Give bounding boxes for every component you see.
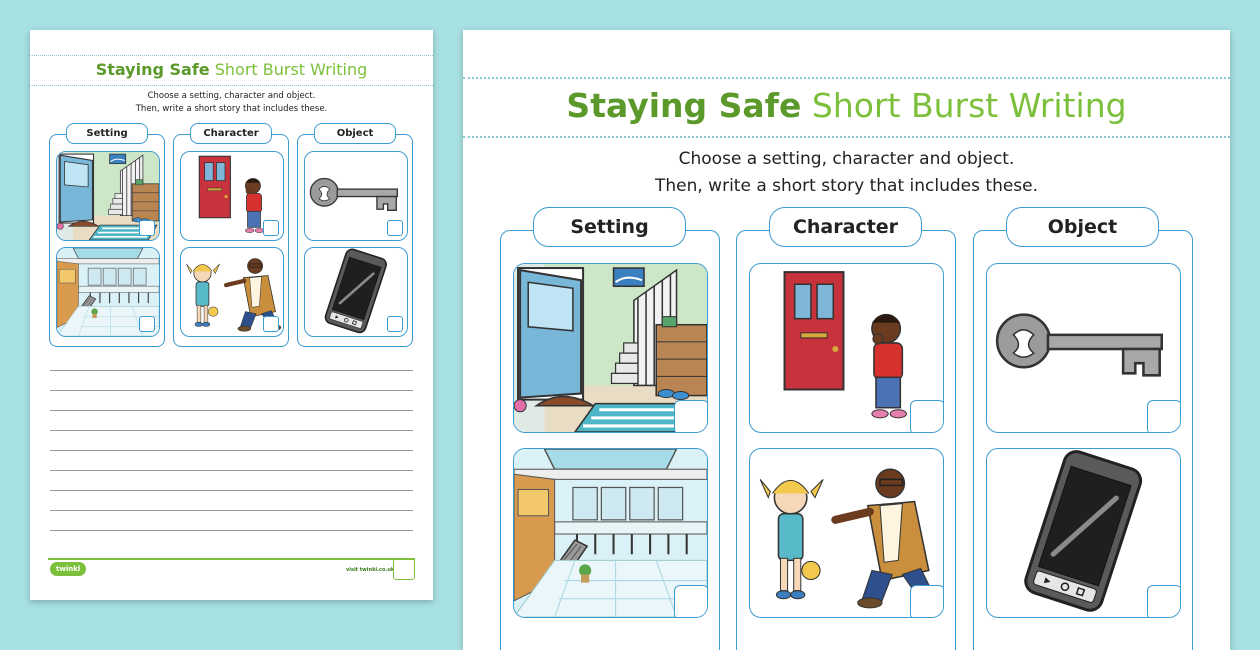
setting-column <box>49 134 165 347</box>
checkbox[interactable] <box>1147 400 1181 433</box>
setting-card-shopping-centre[interactable] <box>56 247 160 337</box>
divider <box>463 136 1230 138</box>
object-heading: Object <box>1006 207 1159 247</box>
quality-badge-icon <box>393 558 415 580</box>
instruction-line-1: Choose a setting, character and object. <box>678 149 1015 169</box>
checkbox[interactable] <box>263 316 279 332</box>
writing-line <box>50 430 413 431</box>
character-column <box>173 134 289 347</box>
checkbox[interactable] <box>139 316 155 332</box>
worksheet-thumbnail <box>30 30 433 600</box>
writing-line <box>50 490 413 491</box>
writing-line <box>50 470 413 471</box>
character-card-boy[interactable] <box>749 263 944 433</box>
checkbox[interactable] <box>139 220 155 236</box>
divider <box>30 85 433 86</box>
checkbox[interactable] <box>910 585 944 618</box>
checkbox[interactable] <box>910 400 944 433</box>
setting-card-shopping-centre[interactable] <box>513 448 708 618</box>
setting-column <box>500 230 720 650</box>
object-card-key[interactable] <box>304 151 408 241</box>
object-column <box>973 230 1193 650</box>
object-column <box>297 134 413 347</box>
character-column <box>736 230 956 650</box>
character-card-girl-stranger[interactable] <box>749 448 944 618</box>
object-heading: Object <box>314 123 396 144</box>
checkbox[interactable] <box>263 220 279 236</box>
title-bold: Staying Safe <box>95 60 210 79</box>
object-card-phone[interactable] <box>304 247 408 337</box>
checkbox[interactable] <box>387 316 403 332</box>
checkbox[interactable] <box>674 585 708 618</box>
divider <box>30 55 433 56</box>
worksheet-enlarged <box>463 30 1230 650</box>
checkbox[interactable] <box>674 400 708 433</box>
writing-line <box>50 450 413 451</box>
checkbox[interactable] <box>1147 585 1181 618</box>
page-title <box>463 86 1230 125</box>
character-card-girl-stranger[interactable] <box>180 247 284 337</box>
object-card-key[interactable] <box>986 263 1181 433</box>
instructions <box>30 90 433 116</box>
character-heading: Character <box>190 123 272 144</box>
setting-heading: Setting <box>533 207 686 247</box>
footer-url: visit twinkl.co.uk <box>346 567 395 573</box>
title-bold: Staying Safe <box>566 86 802 125</box>
setting-card-hallway[interactable] <box>513 263 708 433</box>
instruction-line-2: Then, write a short story that includes these. <box>135 104 328 114</box>
instructions <box>463 146 1230 200</box>
writing-line <box>50 510 413 511</box>
twinkl-logo: twinkl <box>50 562 86 576</box>
instruction-line-2: Then, write a short story that includes these. <box>654 176 1039 196</box>
checkbox[interactable] <box>387 220 403 236</box>
character-card-boy[interactable] <box>180 151 284 241</box>
writing-line <box>50 530 413 531</box>
title-light: Short Burst Writing <box>214 60 368 79</box>
setting-card-hallway[interactable] <box>56 151 160 241</box>
writing-line <box>50 410 413 411</box>
writing-line <box>50 390 413 391</box>
character-heading: Character <box>769 207 922 247</box>
footer-divider <box>48 558 415 560</box>
divider <box>463 77 1230 79</box>
title-light: Short Burst Writing <box>811 86 1127 125</box>
page-title <box>30 60 433 79</box>
object-card-phone[interactable] <box>986 448 1181 618</box>
writing-line <box>50 370 413 371</box>
instruction-line-1: Choose a setting, character and object. <box>147 91 316 101</box>
setting-heading: Setting <box>66 123 148 144</box>
